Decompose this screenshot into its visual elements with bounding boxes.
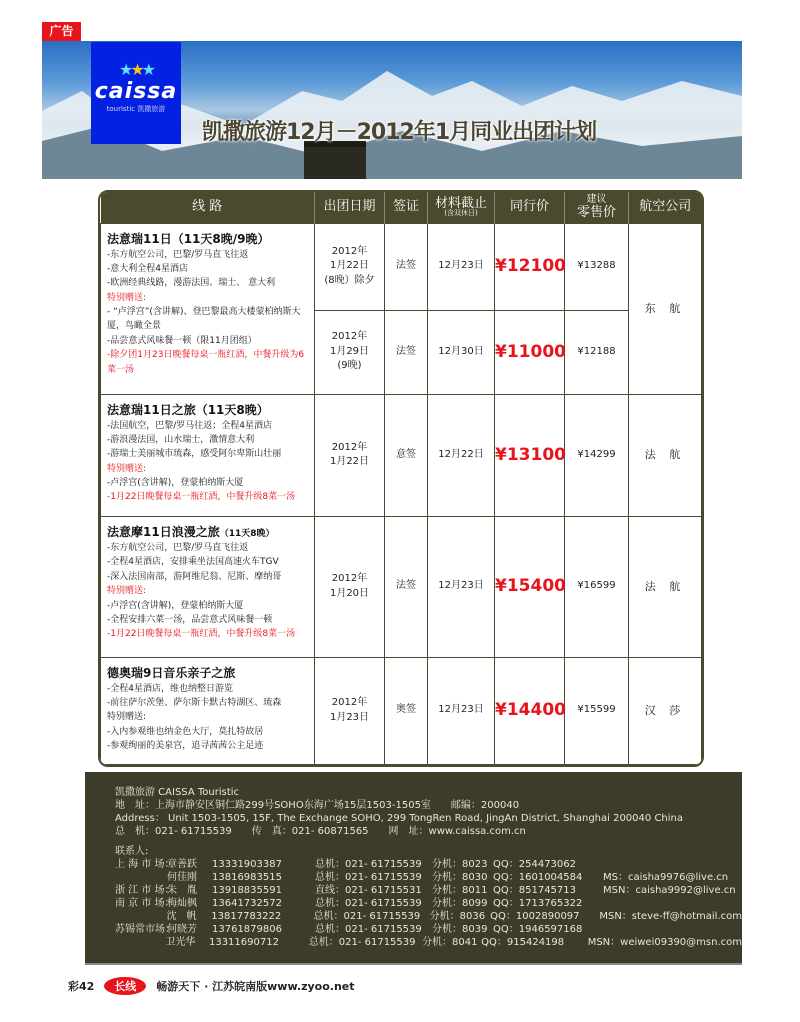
tour-detail: -品尝意式风味餐一顿（限11月团组） <box>107 335 257 346</box>
contacts-label: 联系人: <box>115 846 149 857</box>
airline: 东 航 <box>629 223 702 394</box>
retail-price: ¥12188 <box>565 310 629 394</box>
deadline: 12月30日 <box>428 310 495 394</box>
contact-row <box>115 923 742 936</box>
tour-detail: -1月22日晚餐每桌一瓶红酒，中餐升级8菜一汤 <box>107 492 296 503</box>
contact-field <box>115 871 167 884</box>
contact-field: QQ：915424198 <box>481 937 565 948</box>
deadline: 12月22日 <box>428 394 495 516</box>
tour-detail: -游瑞士美丽城市琉森，感受阿尔卑斯山壮丽 <box>107 449 282 460</box>
retail-price: ¥13288 <box>565 223 629 310</box>
address-en: Address： Unit 1503-1505, 15F, The Exchange SOHO, 299 TongRen Road, JingAn District, Shanghai 200040 China <box>115 813 684 824</box>
contact-field: 分机：8036 <box>429 911 486 922</box>
tour-detail: -前往萨尔茨堡、萨尔斯卡默古特湖区、琉森 <box>107 697 282 708</box>
departure-date: 2012年 1月22日 (8晚）除夕 <box>315 223 385 310</box>
visa: 法签 <box>385 310 428 394</box>
airline: 汉 莎 <box>629 657 702 764</box>
route-cell <box>101 657 315 764</box>
tour-detail: 特别赠送: <box>107 463 147 474</box>
header-price: 同行价 <box>495 192 565 223</box>
trade-price: ¥12100 <box>495 223 565 310</box>
contact-field: 直线：021- 61715531 <box>315 885 422 896</box>
contact-row <box>115 871 742 884</box>
tour-detail: -游浪漫法国，山水瑞士，激情意大利 <box>107 434 255 445</box>
contact-field: 13918835591 <box>212 885 282 896</box>
contact-field: QQ：851745713 <box>493 885 577 896</box>
airline: 法 航 <box>629 394 702 516</box>
contact-field: 13331903387 <box>212 859 282 870</box>
header-deadline: 材料截止 (含双休日) <box>428 192 495 223</box>
contact-field: 沈 帆 <box>166 911 197 922</box>
tower-image <box>304 141 366 179</box>
contact-field: 朱 胤 <box>167 885 197 896</box>
tour-detail: -意大利全程4星酒店 <box>107 263 188 274</box>
contact-field: MSN：weiwei09390@msn.com <box>587 937 742 948</box>
trade-price: ¥15400 <box>495 516 565 657</box>
contact-field: 总机：021- 61715539 <box>308 937 416 948</box>
header-airline: 航空公司 <box>629 192 702 223</box>
tour-detail: 特别赠送: <box>107 292 147 303</box>
header-retail: 建议 零售价 <box>565 192 629 223</box>
tour-detail: -法国航空，巴黎/罗马往返；全程4星酒店 <box>107 420 273 431</box>
contact-field: 分机：8030 <box>432 872 488 883</box>
visa: 法签 <box>385 516 428 657</box>
contact-field: 13761879806 <box>212 924 282 935</box>
table-row <box>101 394 702 516</box>
header-visa: 签证 <box>385 192 428 223</box>
tour-detail: -参观绚丽的美泉宫，追寻茜茜公主足迹 <box>107 741 264 752</box>
contact-row <box>115 910 742 923</box>
contact-row <box>115 936 742 949</box>
tour-detail: 特别赠送: <box>107 586 147 597</box>
table-row <box>101 223 702 310</box>
contact-field: QQ：1601004584 <box>493 872 583 883</box>
contact-field: 梅灿枫 <box>167 898 197 909</box>
contact-field: 分机：8041 <box>422 937 478 948</box>
company-name: 凯撒旅游 CAISSA Touristic <box>115 787 240 798</box>
tour-detail: -东方航空公司，巴黎/罗马直飞往返 <box>107 543 249 553</box>
table-row <box>101 516 702 657</box>
contact-field: MSN：caisha9992@live.cn <box>603 885 736 896</box>
route-cell <box>101 516 315 657</box>
phone-info: 总 机：021- 61715539 传 真：021- 60871565 网 址：www.caissa.com.cn <box>115 826 526 837</box>
header-route: 线 路 <box>101 192 315 223</box>
tour-detail: -1月22日晚餐每桌一瓶红酒，中餐升级8菜一汤 <box>107 629 296 640</box>
section-badge: 长线 <box>104 977 146 995</box>
trade-price: ¥11000 <box>495 310 565 394</box>
tour-detail: -除夕团1月23日晚餐每桌一瓶红酒，中餐升级为6菜一汤 <box>107 350 305 375</box>
contact-field: 总机：021- 61715539 <box>315 872 422 883</box>
table-header <box>101 192 702 223</box>
contact-field <box>115 910 167 923</box>
contact-field: QQ：254473062 <box>493 859 577 870</box>
banner <box>42 41 742 179</box>
address-cn: 地 址：上海市静安区铜仁路299号SOHO东海广场15层1503-1505室 邮编：200040 <box>115 800 520 811</box>
tour-title: 法意瑞11日之旅（11天8晚） <box>107 402 269 417</box>
tour-detail: - “卢浮宫”(含讲解)、登巴黎最高大楼蒙柏纳斯大厦，鸟瞰全景 <box>107 307 301 332</box>
contact-field: 分机：8011 <box>432 885 488 896</box>
trade-price: ¥14400 <box>495 657 565 764</box>
contact-field: 13641732572 <box>212 898 282 909</box>
contact-footer <box>85 772 742 965</box>
retail-price: ¥15599 <box>565 657 629 764</box>
header-date: 出团日期 <box>315 192 385 223</box>
deadline: 12月23日 <box>428 516 495 657</box>
banner-title: 凯撒旅游12月－2012年1月同业出团计划 <box>202 120 597 145</box>
departure-date: 2012年 1月23日 <box>315 657 385 764</box>
retail-price: ¥14299 <box>565 394 629 516</box>
contact-field: 13816983515 <box>212 872 282 883</box>
contact-field: QQ：1002890097 <box>490 911 580 922</box>
contact-field: QQ：1713765322 <box>493 898 583 909</box>
tour-detail: -东方航空公司，巴黎/罗马直飞往返 <box>107 249 249 260</box>
contact-row <box>115 884 742 897</box>
tour-title: 德奥瑞9日音乐亲子之旅 <box>107 665 236 680</box>
contact-field: QQ：1946597168 <box>493 924 583 935</box>
contact-field: 总机：021- 61715539 <box>315 859 422 870</box>
tour-detail: -卢浮宫(含讲解)，登蒙柏纳斯大厦 <box>107 478 244 489</box>
tour-table <box>98 190 704 767</box>
contact-field: 分机：8039 <box>432 924 488 935</box>
tour-detail: -深入法国南部，游阿维尼翁、尼斯、摩纳哥 <box>107 571 282 582</box>
contact-field: 浙 江 市 场： <box>115 885 175 896</box>
contact-field: 13311690712 <box>208 937 279 948</box>
tour-detail: -卢浮宫(含讲解)，登蒙柏纳斯大厦 <box>107 600 244 611</box>
contact-field: 南 京 市 场： <box>115 898 175 909</box>
contact-field: 分机：8023 <box>432 859 488 870</box>
logo-subtitle: touristic 凯撒旅游 <box>106 105 166 113</box>
route-cell <box>101 223 315 394</box>
tour-title: 法意瑞11日（11天8晚/9晚） <box>107 231 270 246</box>
retail-price: ¥16599 <box>565 516 629 657</box>
publication-site: 畅游天下 · 江苏皖南版www.zyoo.net <box>156 980 355 993</box>
deadline: 12月23日 <box>428 657 495 764</box>
stars-icon: ★★★ <box>118 60 154 79</box>
tour-detail: -全程安排六菜一汤，品尝意式风味餐一顿 <box>107 614 273 625</box>
departure-date: 2012年 1月20日 <box>315 516 385 657</box>
trade-price: ¥13100 <box>495 394 565 516</box>
contact-field: 总机：021- 61715539 <box>315 898 422 909</box>
visa: 法签 <box>385 223 428 310</box>
contact-field: 章善跃 <box>167 859 197 870</box>
contact-field: 何晓芳 <box>167 924 197 935</box>
contact-field: 分机：8099 <box>432 898 488 909</box>
route-cell <box>101 394 315 516</box>
tour-detail: 特别赠送: <box>107 712 147 723</box>
contact-field: 总机：021- 61715539 <box>315 924 422 935</box>
contact-row <box>115 897 742 910</box>
contact-field: MSN：steve-ff@hotmail.com <box>599 911 742 922</box>
table-row <box>101 657 702 764</box>
contact-field: MS：caisha9976@live.cn <box>603 872 729 883</box>
tour-detail: -欧洲经典线路，漫游法国、瑞士、 意大利 <box>107 278 276 289</box>
page-footer <box>68 977 355 995</box>
visa: 奥签 <box>385 657 428 764</box>
departure-date: 2012年 1月22日 <box>315 394 385 516</box>
airline: 法 航 <box>629 516 702 657</box>
page-number: 彩42 <box>68 980 95 993</box>
tour-detail: -全程4星酒店，安排乘坐法国高速火车TGV <box>107 557 279 568</box>
visa: 意签 <box>385 394 428 516</box>
caissa-logo <box>91 42 181 144</box>
contact-field: 上 海 市 场： <box>115 859 175 870</box>
contact-field: 总机：021- 61715539 <box>313 911 421 922</box>
ad-label: 广告 <box>42 22 81 41</box>
deadline: 12月23日 <box>428 223 495 310</box>
contact-field: 卫光华 <box>165 937 196 948</box>
tour-detail: -全程4星酒店，维也纳整日游览 <box>107 683 233 694</box>
contact-field <box>115 936 165 949</box>
tour-title: 法意摩11日浪漫之旅（11天8晚） <box>107 524 275 539</box>
logo-brand: caissa <box>94 79 178 104</box>
departure-date: 2012年 1月29日 (9晚) <box>315 310 385 394</box>
contact-field: 苏锡常市场： <box>115 924 175 935</box>
tour-detail: -入内参观维也纳金色大厅，莫扎特故居 <box>107 726 264 737</box>
contact-field: 13817783222 <box>211 911 282 922</box>
contact-row <box>115 858 742 871</box>
contact-field: 何佳刚 <box>167 872 197 883</box>
